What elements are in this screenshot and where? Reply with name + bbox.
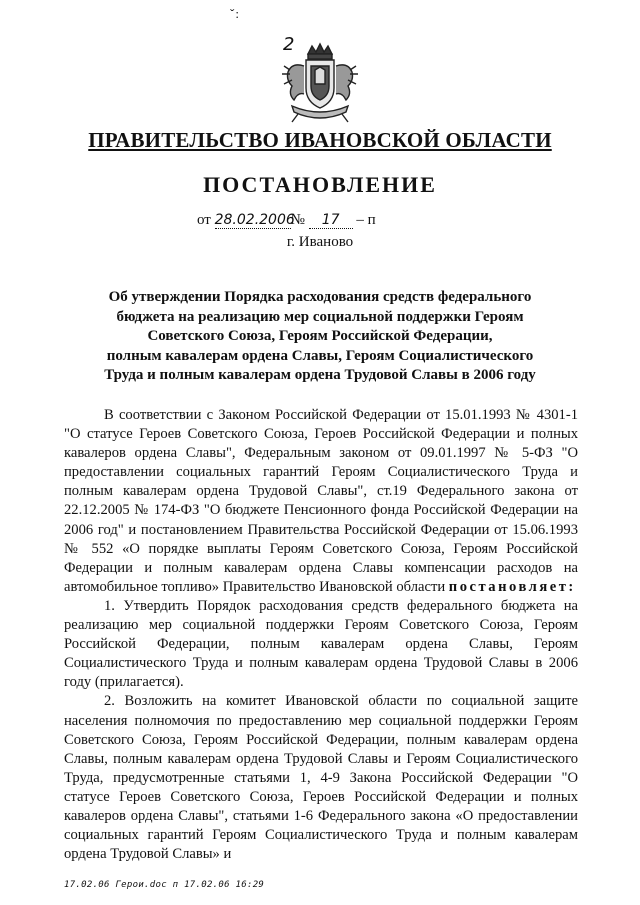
document-body [64, 406, 578, 864]
preamble-text: В соответствии с Законом Российской Федерации от 15.01.1993 № 4301-1 "О статусе Героев Советского Союза, Героев Российской Федерации и полных кавалеров ордена Славы", Федеральным законом от 09.01.1997 № 5-ФЗ "О предоставлении социальных гарантий Героям Социалистического Труда и полным кавалерам ордена Трудовой Славы", ст.19 Федерального закона от 22.12.2005 № 174-ФЗ "О бюджете Пенсионного фонда Российской Федерации на 2006 год" и постановлением Правительства Российской Федерации от 15.06.1993 № 552 «О порядке выплаты Героям Советского Союза, Героям Российской Федерации и полным кавалерам ордена Славы компенсации расходов на автомобильное топливо» Правительство Ивановской области [64, 407, 578, 595]
top-mark: ˇ: [230, 6, 240, 21]
handwritten-date: 28.02.2006 [214, 212, 295, 228]
subject-line: бюджета на реализацию мер социальной поддержки Героям [116, 308, 524, 325]
subject-line: Советского Союза, Героям Российской Федерации, [147, 328, 493, 344]
date-number-line [197, 212, 376, 229]
subject-line: Труда и полным кавалерам ордена Трудовой Славы в 2006 году [104, 367, 536, 383]
resolves-word: постановляет: [448, 578, 576, 595]
document-subject [60, 288, 580, 386]
clause-2-paragraph: 2. Возложить на комитет Ивановской области по социальной защите населения полномочия по предоставлению мер социальной поддержки Героям Советского Союза, Героям Российской Федерации, полным кавалерам ордена Славы, полным кавалерам ордена Трудовой Славы и Героям Социалистического Труда, предусмотренные статьями 1, 4-9 Закона Российской Федерации "О статусе Героев Советского Союза, Героев Российской Федерации и полных кавалеров ордена Славы", статьями 1-6 Федерального закона «О предоставлении социальных гарантий Героям Социалистического Труда и полным кавалерам ордена Трудовой Славы» и [64, 693, 578, 863]
file-footer: 17.02.06 Герои.doc п 17.02.06 16:29 [64, 880, 265, 890]
government-title: ПРАВИТЕЛЬСТВО ИВАНОВСКОЙ ОБЛАСТИ [88, 128, 552, 152]
date-prefix: от [197, 212, 211, 228]
coat-of-arms-icon [278, 40, 362, 126]
city: г. Иваново [286, 234, 354, 250]
clause-1-paragraph: 1. Утвердить Порядок расходования средств федерального бюджета на реализацию мер социальной поддержки Героям Советского Союза, Героям Российской Федерации, полным кавалерам ордена Славы, Героям Социалистического Труда и полным кавалерам ордена Трудовой Славы в 2006 году (прилагается). [64, 597, 578, 691]
preamble-paragraph [64, 406, 578, 597]
handwritten-number: 17 [309, 212, 353, 229]
number-sign: № [290, 212, 305, 228]
number-suffix: – п [356, 212, 376, 228]
handwritten-page-number: 2 [283, 34, 295, 55]
document-type: ПОСТАНОВЛЕНИЕ [203, 172, 437, 197]
subject-line: Об утверждении Порядка расходования средств федерального [108, 289, 532, 305]
subject-line: полным кавалерам ордена Славы, Героям Социалистического [106, 347, 534, 364]
